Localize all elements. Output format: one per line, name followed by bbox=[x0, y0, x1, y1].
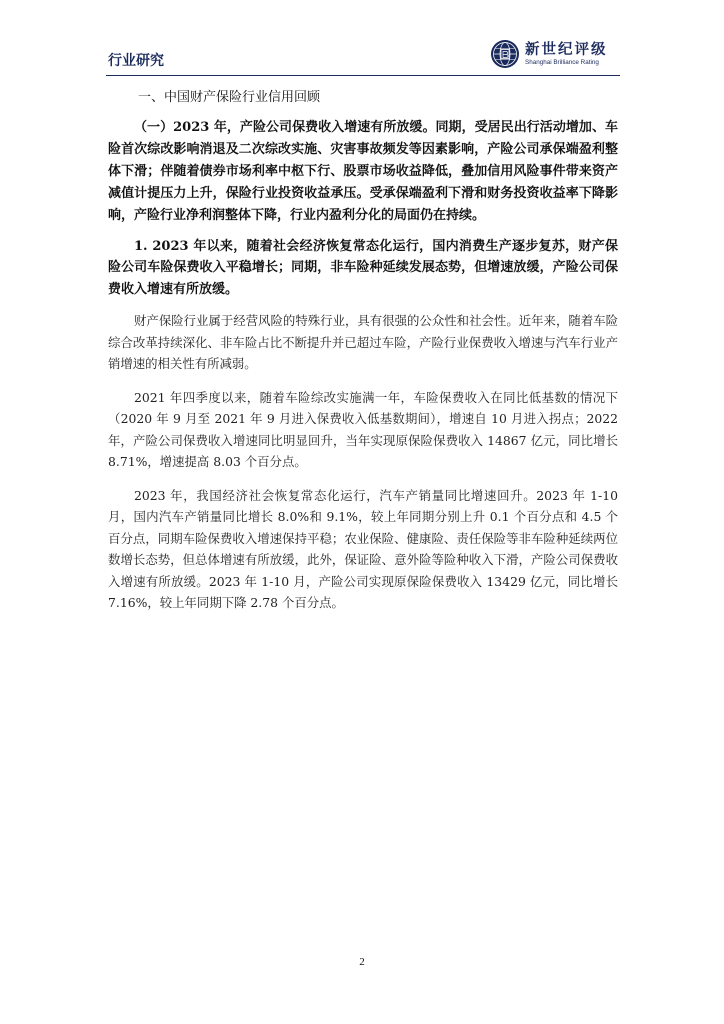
section-title: 行业研究 bbox=[108, 53, 164, 69]
header-divider bbox=[106, 75, 620, 76]
logo-name-cn: 新世纪评级 bbox=[525, 41, 608, 58]
page-number: 2 bbox=[359, 956, 365, 968]
body-paragraph: 财产保险行业属于经营风险的特殊行业，具有很强的公众性和社会性。近年来，随着车险综合改革持续深化、非车险占比不断提升并已超过车险，产险行业保费收入增速与汽车行业产销增速的相关性有所减弱。 bbox=[108, 313, 618, 372]
section-heading: 一、中国财产保险行业信用回顾 bbox=[138, 90, 321, 105]
document-body bbox=[108, 88, 618, 626]
body-paragraph: 2023 年，我国经济社会恢复常态化运行，汽车产销量同比增速回升。2023 年 1-10 月，国内汽车产销量同比增长 8.0%和 9.1%，较上年同期分别上升 0.1 个百分点和 4.5 个百分点，同期车险保费收入增速保持平稳；农业保险、健康险、责任保险等非车险种延续两位数增长态势，但总体增速有所放缓，此外，保证险、意外险等险种收入下滑，产险公司保费收入增速有所放缓。2023 年 1-10 月，产险公司实现原保险保费收入 13429 亿元，同比增长 7.16%，较上年同期下降 2.78 个百分点。 bbox=[108, 487, 618, 611]
brand-logo bbox=[490, 37, 624, 71]
key-point-1: 1. 2023 年以来，随着社会经济恢复常态化运行，国内消费生产逐步复苏，财产保险公司车险保费收入平稳增长；同期，非车险种延续发展态势，但增速放缓，产险公司保费收入增速有所放缓。 bbox=[108, 238, 618, 298]
globe-emblem-icon bbox=[490, 39, 520, 69]
body-paragraph: 2021 年四季度以来，随着车险综改实施满一年，车险保费收入在同比低基数的情况下（2020 年 9 月至 2021 年 9 月进入保费收入低基数期间），增速自 10 月进入拐点；2022 年，产险公司保费收入增速同比明显回升，当年实现原保险保费收入 14867 亿元，同比增长 8.71%，增速提高 8.03 个百分点。 bbox=[108, 389, 618, 470]
logo-name-en: Shanghai Brilliance Rating bbox=[525, 59, 599, 66]
summary-paragraph: （一）2023 年，产险公司保费收入增速有所放缓。同期，受居民出行活动增加、车险首次综改影响消退及二次综改实施、灾害事故频发等因素影响，产险公司承保端盈利整体下滑；伴随着债券市场利率中枢下行、股票市场收益降低，叠加信用风险事件带来资产减值计提压力上升，保险行业投资收益承压。受承保端盈利下滑和财务投资收益率下降影响，产险行业净利润整体下降，行业内盈利分化的局面仍在持续。 bbox=[108, 120, 618, 223]
